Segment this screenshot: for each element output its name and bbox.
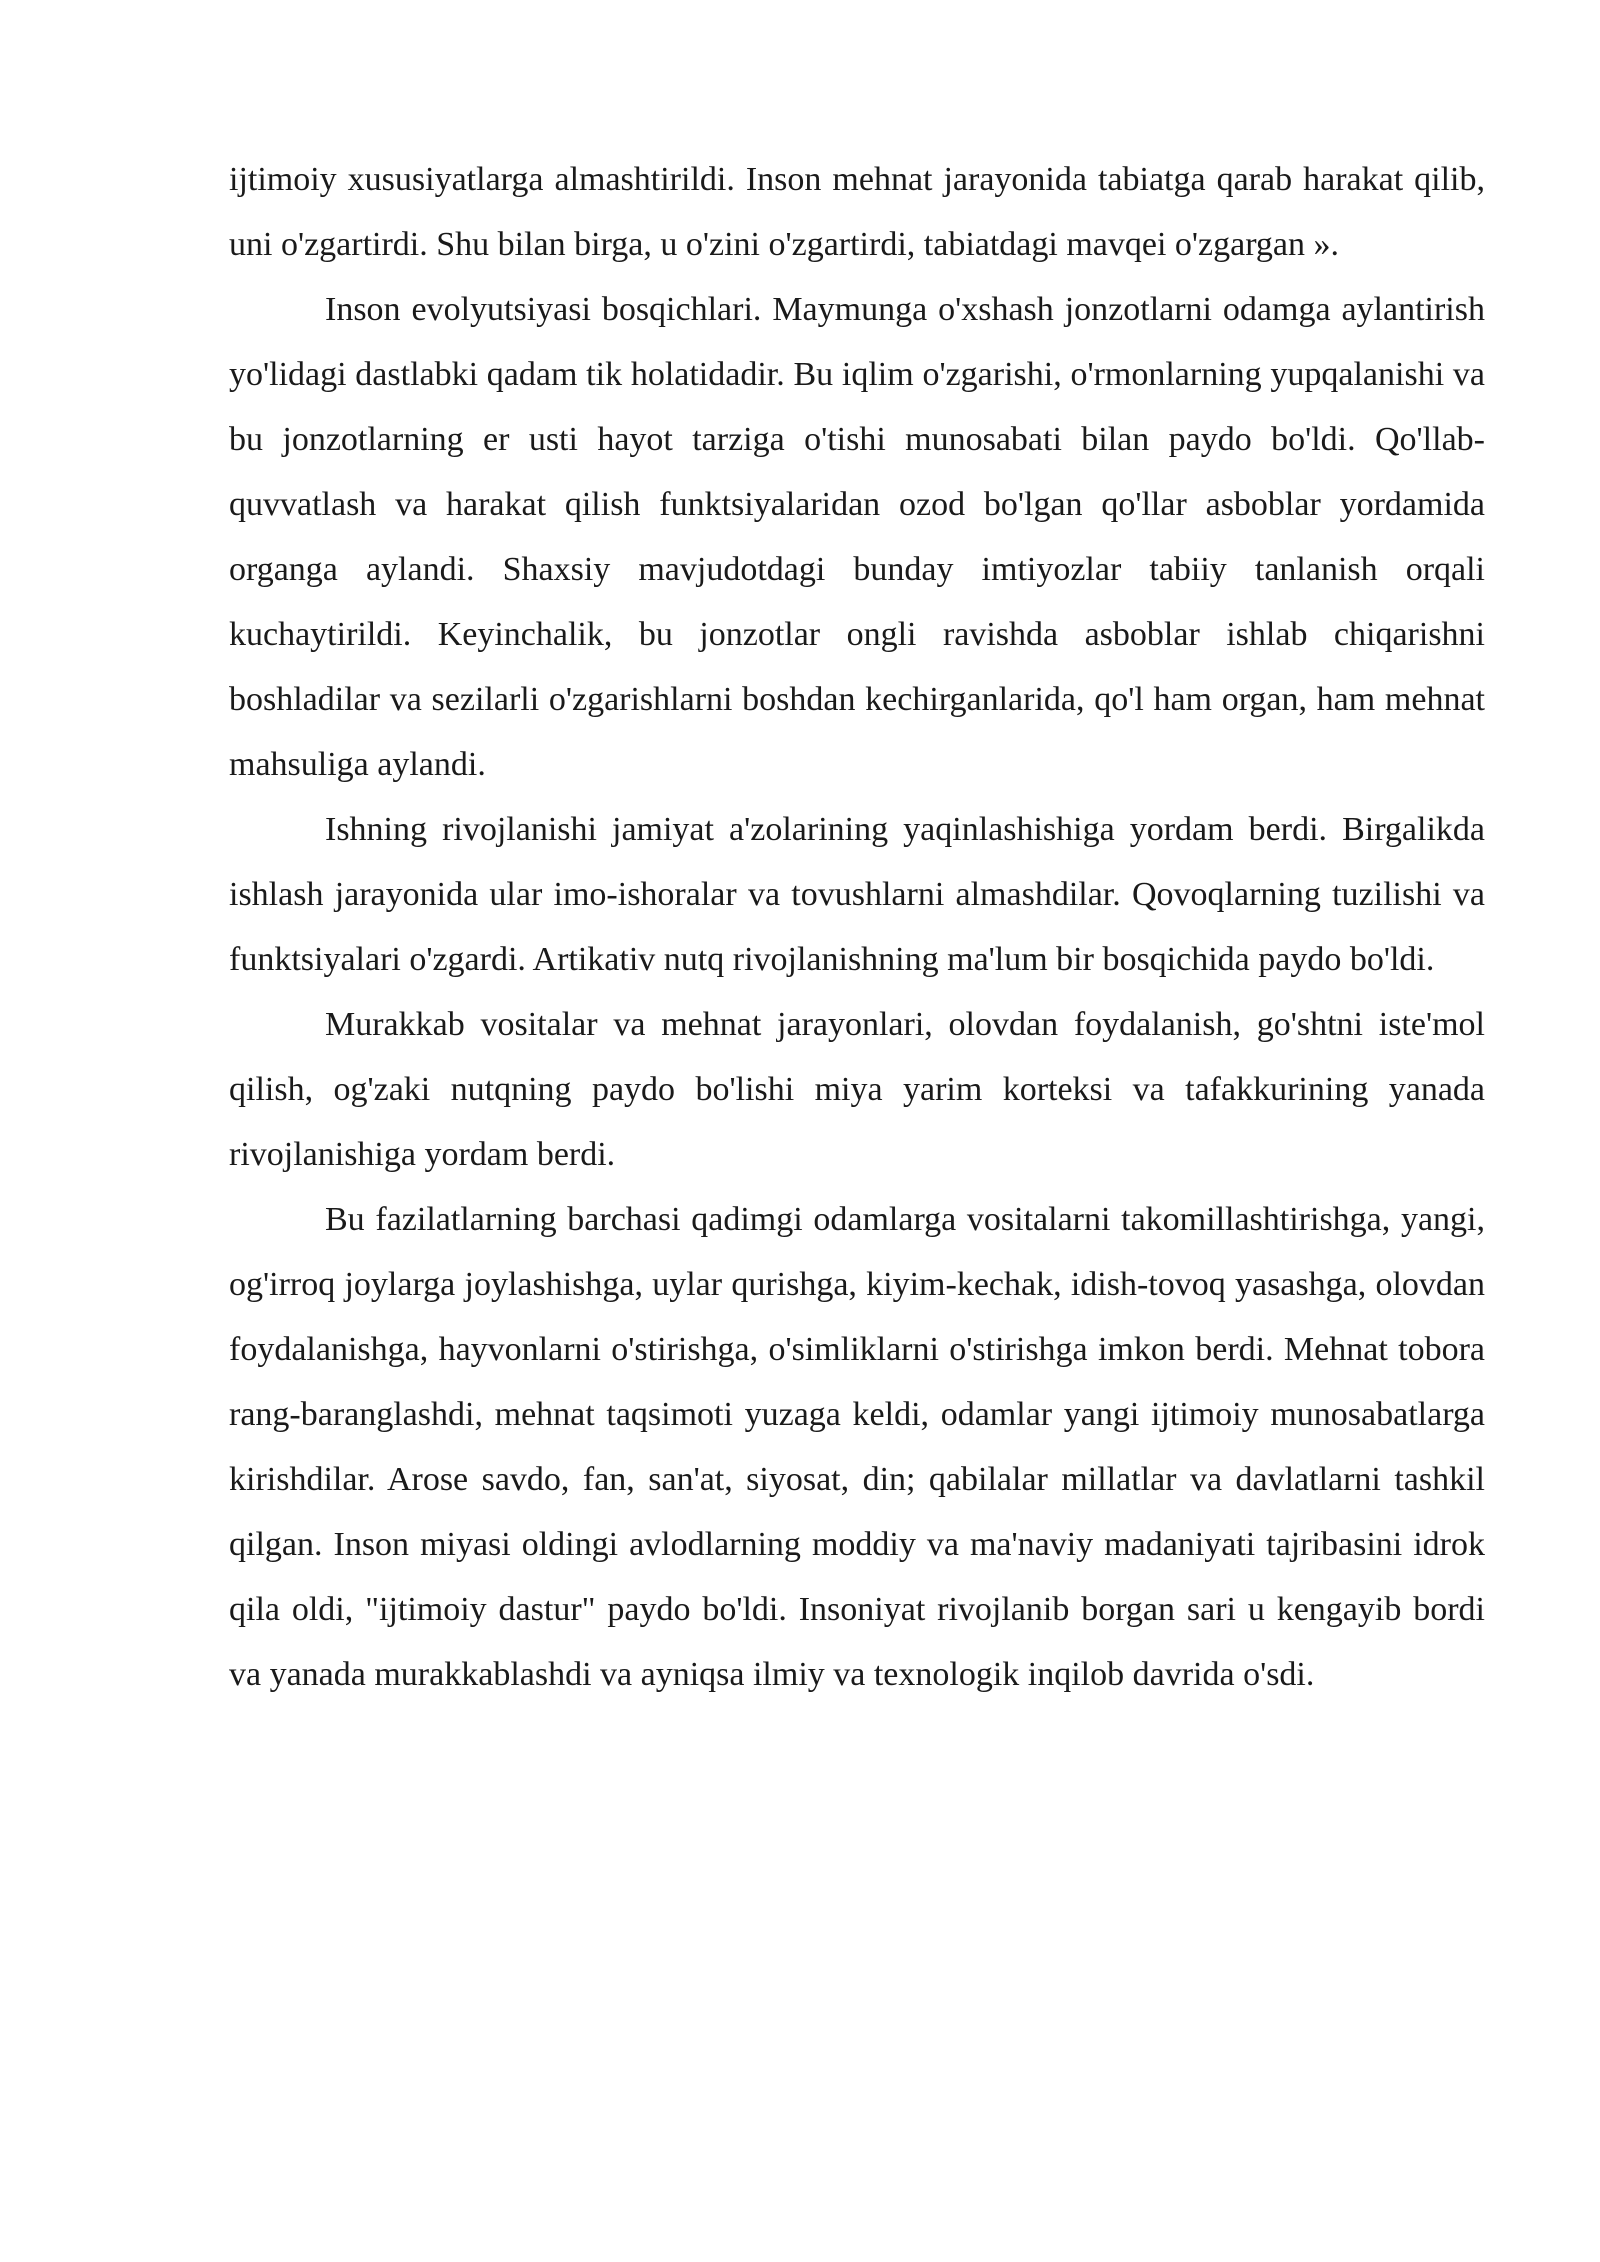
document-page bbox=[229, 147, 1485, 1707]
paragraph-qualities: Bu fazilatlarning barchasi qadimgi odamlarga vositalarni takomillashtirishga, yangi, og'irroq joylarga joylashishga, uylar qurishga, kiyim-kechak, idish-tovoq yasashga, olovdan foydalanishga, hayvonlarni o'stirishga, o'simliklarni o'stirishga imkon berdi. Mehnat tobora rang-baranglashdi, mehnat taqsimoti yuzaga keldi, odamlar yangi ijtimoiy munosabatlarga kirishdilar. Arose savdo, fan, san'at, siyosat, din; qabilalar millatlar va davlatlarni tashkil qilgan. Inson miyasi oldingi avlodlarning moddiy va ma'naviy madaniyati tajribasini idrok qila oldi, "ijtimoiy dastur" paydo bo'ldi. Insoniyat rivojlanib borgan sari u kengayib bordi va yanada murakkablashdi va ayniqsa ilmiy va texnologik inqilob davrida o'sdi. bbox=[229, 1201, 1485, 1693]
paragraph-complex-tools: Murakkab vositalar va mehnat jarayonlari, olovdan foydalanish, go'shtni iste'mol qilish, og'zaki nutqning paydo bo'lishi miya yarim korteksi va tafakkurining yanada rivojlanishiga yordam berdi. bbox=[229, 1006, 1485, 1173]
paragraph-continued: ijtimoiy xususiyatlarga almashtirildi. Inson mehnat jarayonida tabiatga qarab harakat qilib, uni o'zgartirdi. Shu bilan birga, u o'zini o'zgartirdi, tabiatdagi mavqei o'zgargan ». bbox=[229, 161, 1485, 263]
paragraph-work-development: Ishning rivojlanishi jamiyat a'zolarining yaqinlashishiga yordam berdi. Birgalikda ishlash jarayonida ular imo-ishoralar va tovushlarni almashdilar. Qovoqlarning tuzilishi va funktsiyalari o'zgardi. Artikativ nutq rivojlanishning ma'lum bir bosqichida paydo bo'ldi. bbox=[229, 811, 1485, 978]
paragraph-evolution-stages: Inson evolyutsiyasi bosqichlari. Maymunga o'xshash jonzotlarni odamga aylantirish yo'lidagi dastlabki qadam tik holatidadir. Bu iqlim o'zgarishi, o'rmonlarning yupqalanishi va bu jonzotlarning er usti hayot tarziga o'tishi munosabati bilan paydo bo'ldi. Qo'llab-quvvatlash va harakat qilish funktsiyalaridan ozod bo'lgan qo'llar asboblar yordamida organga aylandi. Shaxsiy mavjudotdagi bunday imtiyozlar tabiiy tanlanish orqali kuchaytirildi. Keyinchalik, bu jonzotlar ongli ravishda asboblar ishlab chiqarishni boshladilar va sezilarli o'zgarishlarni boshdan kechirganlarida, qo'l ham organ, ham mehnat mahsuliga aylandi. bbox=[229, 291, 1485, 783]
